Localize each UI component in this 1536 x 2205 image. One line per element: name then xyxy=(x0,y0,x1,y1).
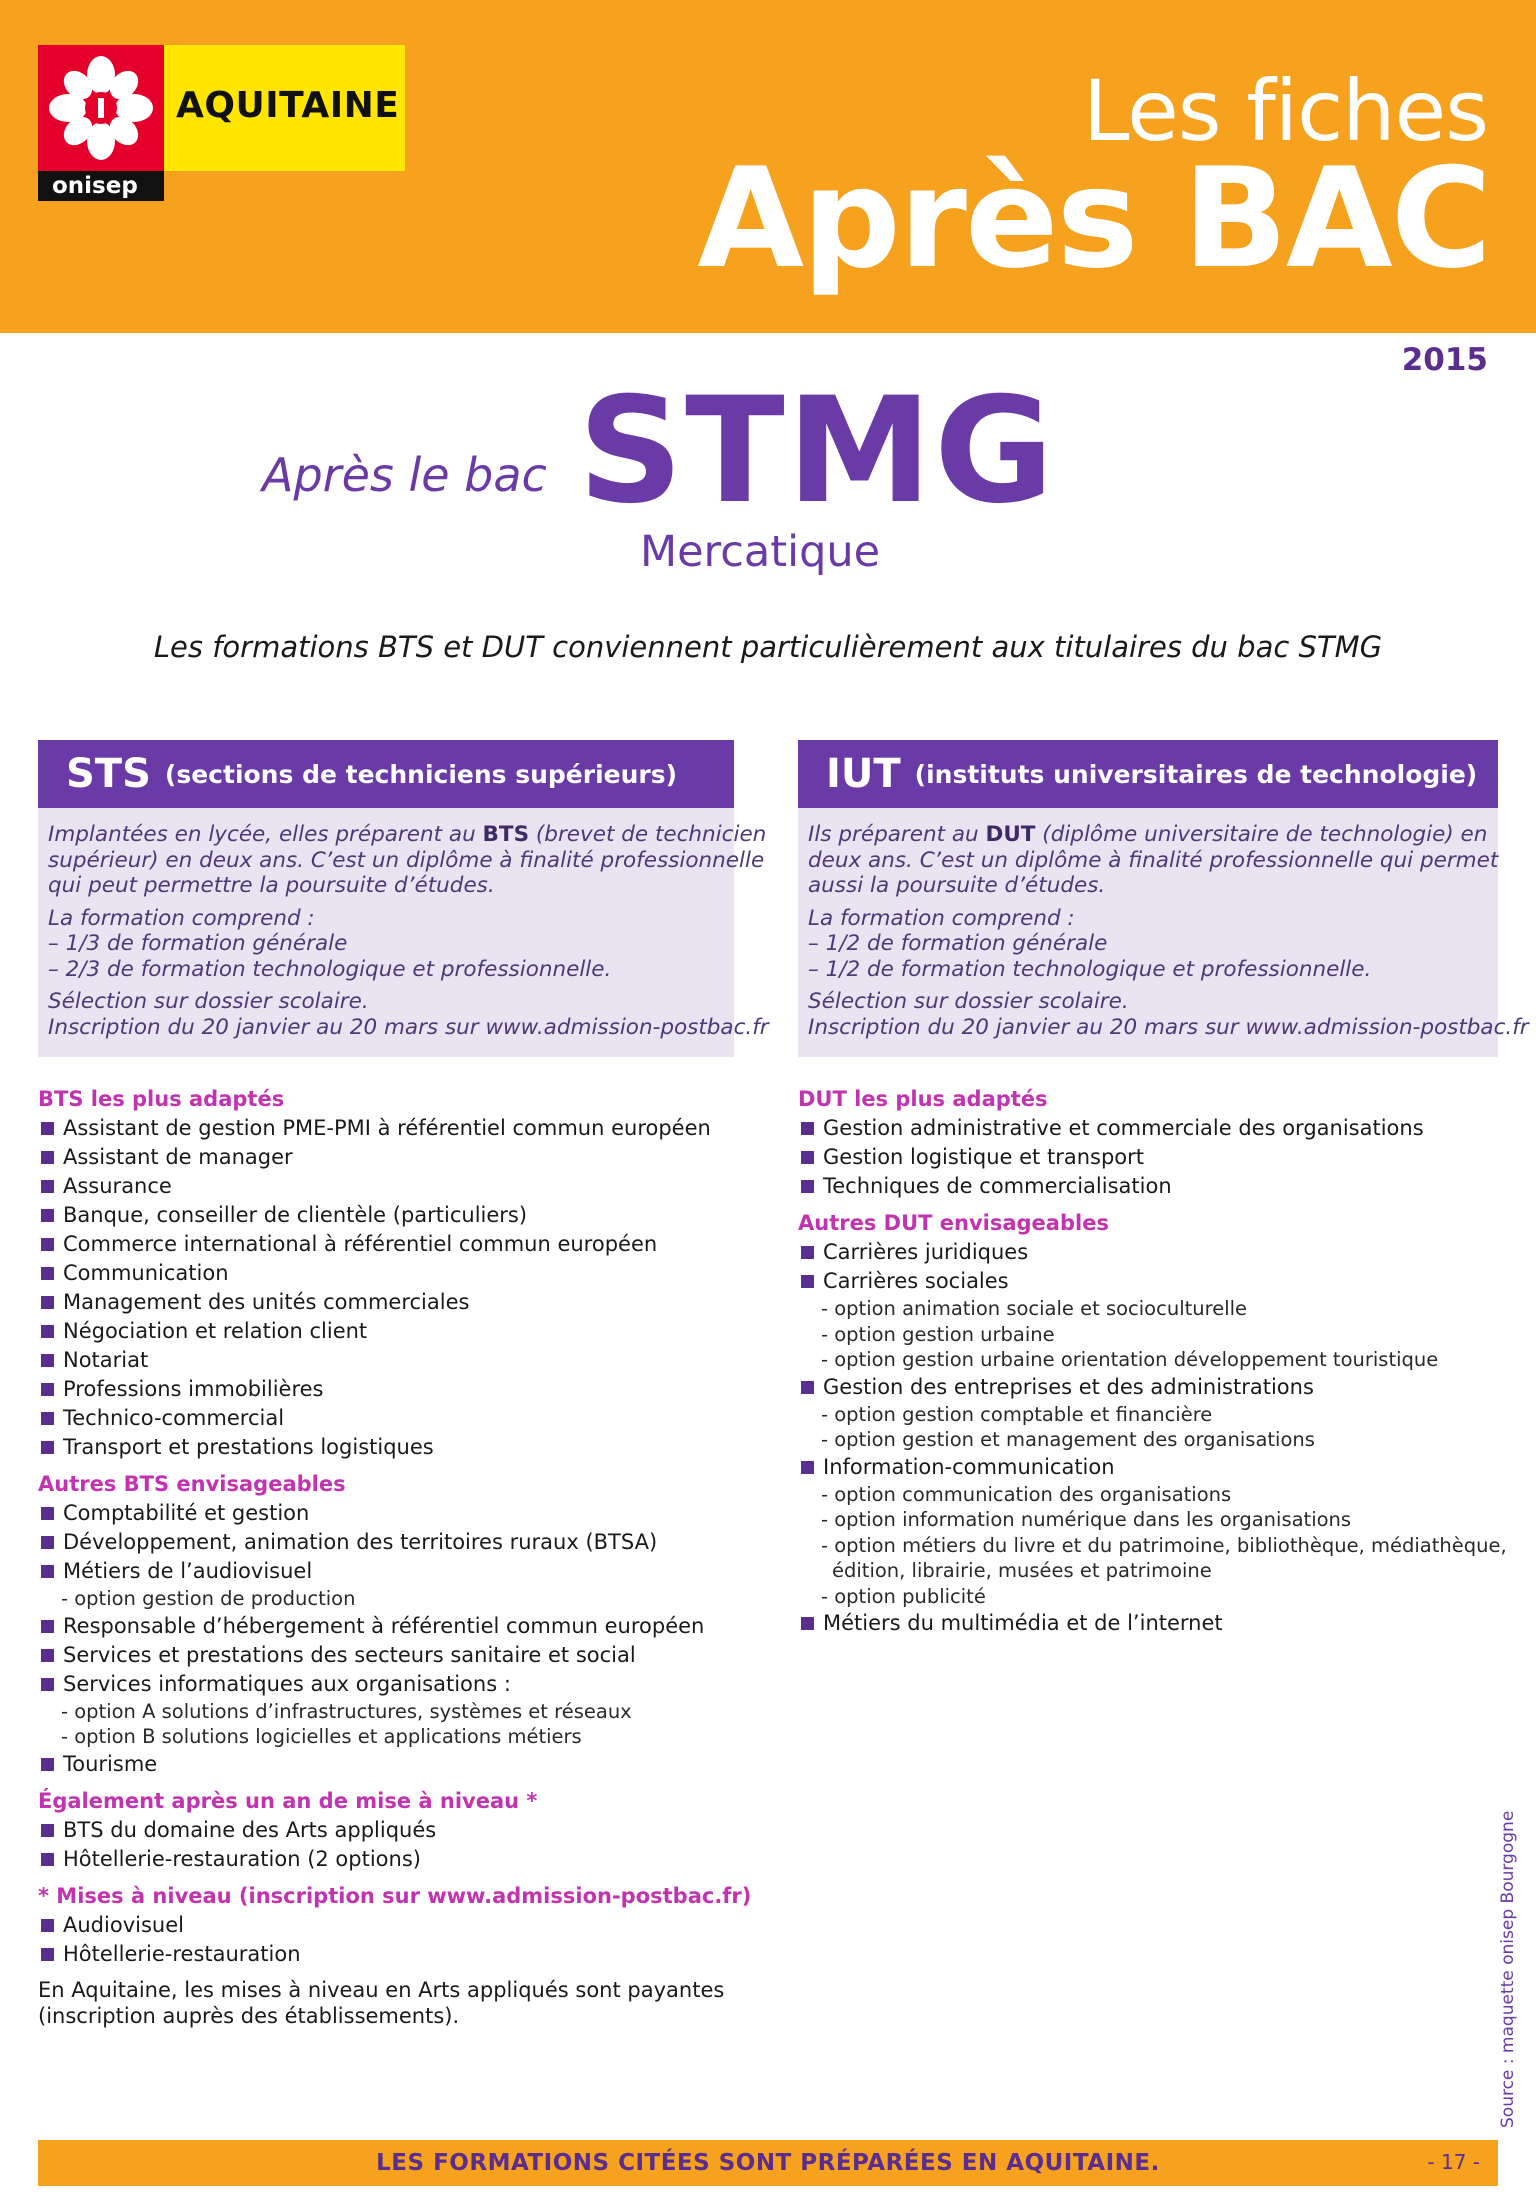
list-sub-option: - option communication des organisations xyxy=(821,1482,1232,1506)
list-item: Gestion des entreprises et des administrations xyxy=(798,1373,1498,1402)
bts-other-title: Autres BTS envisageables xyxy=(38,1472,346,1496)
list-item: Métiers du multimédia et de l’internet xyxy=(798,1609,1498,1638)
iut-admission xyxy=(808,989,1529,1040)
bts-best-list xyxy=(38,1114,734,1462)
sts-abbr: STS xyxy=(66,751,151,797)
bac-name: STMG xyxy=(578,366,1056,536)
iut-desc-line: deux ans. C’est un diplôme à finalité professionnelle qui permet xyxy=(808,847,1499,873)
series-title-small: Les fiches xyxy=(1082,62,1488,160)
dut-best-list xyxy=(798,1114,1498,1201)
bts-after-upgrade-list xyxy=(38,1816,734,1874)
list-sub-option: - option gestion urbaine orientation développement touristique xyxy=(821,1348,1439,1371)
list-item: Information-communication xyxy=(798,1453,1498,1482)
iut-header xyxy=(798,740,1498,808)
list-item: Tourisme xyxy=(38,1750,734,1779)
list-item: Commerce international à référentiel commun européen xyxy=(38,1230,734,1259)
iut-column xyxy=(798,740,1529,1638)
logo-region-label: AQUITAINE xyxy=(176,85,400,126)
bts-best-title: BTS les plus adaptés xyxy=(38,1087,285,1111)
iut-full-name: (instituts universitaires de technologie) xyxy=(914,759,1478,789)
list-sub-option: - option gestion et management des organisations xyxy=(821,1428,1315,1451)
dut-best-title: DUT les plus adaptés xyxy=(798,1087,1048,1111)
iut-inscription: Inscription du 20 janvier au 20 mars sur www.admission-postbac.fr xyxy=(808,1014,1529,1040)
list-item: Transport et prestations logistiques xyxy=(38,1433,734,1462)
iut-description-box xyxy=(798,808,1529,1057)
iut-formation-item: – 1/2 de formation générale xyxy=(808,931,1108,956)
footer-band xyxy=(38,2140,1498,2186)
sts-desc-text: (brevet de technicien xyxy=(529,822,767,847)
list-item: Développement, animation des territoires ruraux (BTSA) xyxy=(38,1528,734,1557)
sts-description-box xyxy=(38,808,769,1057)
list-item: Négociation et relation client xyxy=(38,1317,734,1346)
flower-logo-icon xyxy=(46,53,156,163)
list-item: Management des unités commerciales xyxy=(38,1288,734,1317)
sts-description xyxy=(48,822,767,899)
iut-formation-item: – 1/2 de formation technologique et professionnelle. xyxy=(808,956,1372,982)
list-item: Technico-commercial xyxy=(38,1404,734,1433)
iut-desc-text: Ils préparent au xyxy=(808,822,986,847)
series-title-big: Après BAC xyxy=(697,138,1490,299)
iut-selection: Sélection sur dossier scolaire. xyxy=(808,989,1129,1014)
list-sub-option: - option animation sociale et socioculturelle xyxy=(821,1297,1248,1320)
sts-formation-item: – 1/3 de formation générale xyxy=(48,931,348,956)
upgrade-note xyxy=(38,1977,734,2029)
footer-text: LES FORMATIONS CITÉES SONT PRÉPARÉES EN AQUITAINE. xyxy=(376,2150,1160,2176)
list-item: Techniques de commercialisation xyxy=(798,1172,1498,1201)
list-item: Assistant de gestion PME-PMI à référentiel commun européen xyxy=(38,1114,734,1143)
list-item: Notariat xyxy=(38,1346,734,1375)
dut-other-list xyxy=(798,1238,1498,1296)
list-sub-option: - option information numérique dans les organisations xyxy=(821,1508,1352,1531)
sts-desc-diploma: BTS xyxy=(482,822,530,847)
bts-other-list-cont xyxy=(38,1612,734,1699)
upgrade-note-line: En Aquitaine, les mises à niveau en Arts appliqués sont payantes xyxy=(38,1977,725,2002)
list-item: Services informatiques aux organisations : xyxy=(38,1670,734,1699)
sts-formation xyxy=(48,906,724,983)
list-item: Assurance xyxy=(38,1172,734,1201)
sts-selection: Sélection sur dossier scolaire. xyxy=(48,989,369,1014)
page-number: - 17 - xyxy=(1427,2150,1480,2174)
sts-header xyxy=(38,740,734,808)
iut-desc-text: (diplôme universitaire de technologie) en xyxy=(1035,822,1488,847)
list-item: Carrières juridiques xyxy=(798,1238,1498,1267)
iut-formation xyxy=(808,906,1488,983)
list-item: Assistant de manager xyxy=(38,1143,734,1172)
list-sub-option: - option métiers du livre et du patrimoine, bibliothèque, médiathèque, xyxy=(821,1533,1507,1557)
list-item: Audiovisuel xyxy=(38,1911,734,1940)
list-item: Comptabilité et gestion xyxy=(38,1499,734,1528)
sts-formation-title: La formation comprend : xyxy=(48,905,315,931)
iut-desc-line xyxy=(808,822,1488,848)
list-item: Professions immobilières xyxy=(38,1375,734,1404)
intro-sentence: Les formations BTS et DUT conviennent particulièrement aux titulaires du bac STMG xyxy=(153,630,1383,664)
upgrade-note-line: (inscription auprès des établissements). xyxy=(38,2003,460,2028)
list-item: Gestion logistique et transport xyxy=(798,1143,1498,1172)
upgrade-title: * Mises à niveau (inscription sur www.admission-postbac.fr) xyxy=(38,1883,752,1908)
list-item: Responsable d’hébergement à référentiel commun européen xyxy=(38,1612,734,1641)
specialty-name: Mercatique xyxy=(640,527,881,577)
list-item: Gestion administrative et commerciale des organisations xyxy=(798,1114,1498,1143)
list-item: Hôtellerie-restauration xyxy=(38,1940,734,1969)
sts-column xyxy=(38,740,769,2029)
list-item: Banque, conseiller de clientèle (particuliers) xyxy=(38,1201,734,1230)
dut-other-list-info xyxy=(798,1453,1498,1482)
sts-desc-text: Implantées en lycée, elles préparent au xyxy=(48,822,483,847)
bts-other-list-end xyxy=(38,1750,734,1779)
iut-description xyxy=(808,822,1499,899)
dut-other-list-end xyxy=(798,1609,1498,1638)
sts-formation-item: – 2/3 de formation technologique et professionnelle. xyxy=(48,956,612,982)
sts-desc-line xyxy=(48,822,767,848)
list-item: Services et prestations des secteurs sanitaire et social xyxy=(38,1641,734,1670)
logo-brand-label: onisep xyxy=(52,173,138,199)
list-item: BTS du domaine des Arts appliqués xyxy=(38,1816,734,1845)
list-sub-option: - option gestion de production xyxy=(61,1587,356,1610)
list-sub-option: édition, librairie, musées et patrimoine xyxy=(832,1559,1212,1582)
sts-desc-line: qui peut permettre la poursuite d’études. xyxy=(48,873,495,898)
list-sub-option: - option A solutions d’infrastructures, systèmes et réseaux xyxy=(61,1699,632,1723)
iut-formation-title: La formation comprend : xyxy=(808,905,1075,931)
dut-other-title: Autres DUT envisageables xyxy=(798,1211,1109,1235)
list-item: Métiers de l’audiovisuel xyxy=(38,1557,734,1586)
dut-other-list-gea xyxy=(798,1373,1498,1402)
list-sub-option: - option publicité xyxy=(821,1584,986,1608)
bts-after-upgrade-title: Également après un an de mise à niveau * xyxy=(38,1788,538,1813)
list-item: Carrières sociales xyxy=(798,1267,1498,1296)
sts-inscription: Inscription du 20 janvier au 20 mars sur www.admission-postbac.fr xyxy=(48,1014,769,1040)
list-sub-option: - option gestion urbaine xyxy=(821,1322,1055,1346)
sts-full-name: (sections de techniciens supérieurs) xyxy=(164,759,678,789)
bts-other-list xyxy=(38,1499,734,1586)
onisep-logo xyxy=(38,45,405,199)
list-item: Hôtellerie-restauration (2 options) xyxy=(38,1845,734,1874)
source-credit: Source : maquette onisep Bourgogne xyxy=(1498,1810,1518,2128)
edition-year: 2015 xyxy=(1401,342,1488,378)
upgrade-list xyxy=(38,1911,734,1969)
list-sub-option: - option gestion comptable et financière xyxy=(821,1402,1213,1426)
title-prefix: Après le bac xyxy=(262,448,547,502)
list-sub-option: - option B solutions logicielles et applications métiers xyxy=(61,1725,582,1748)
list-item: Communication xyxy=(38,1259,734,1288)
iut-abbr: IUT xyxy=(826,751,901,797)
iut-desc-line: aussi la poursuite d’études. xyxy=(808,873,1106,898)
sts-admission xyxy=(48,989,769,1040)
iut-desc-diploma: DUT xyxy=(985,822,1036,847)
sts-desc-line: supérieur) en deux ans. C’est un diplôme à finalité professionnelle xyxy=(48,847,765,873)
